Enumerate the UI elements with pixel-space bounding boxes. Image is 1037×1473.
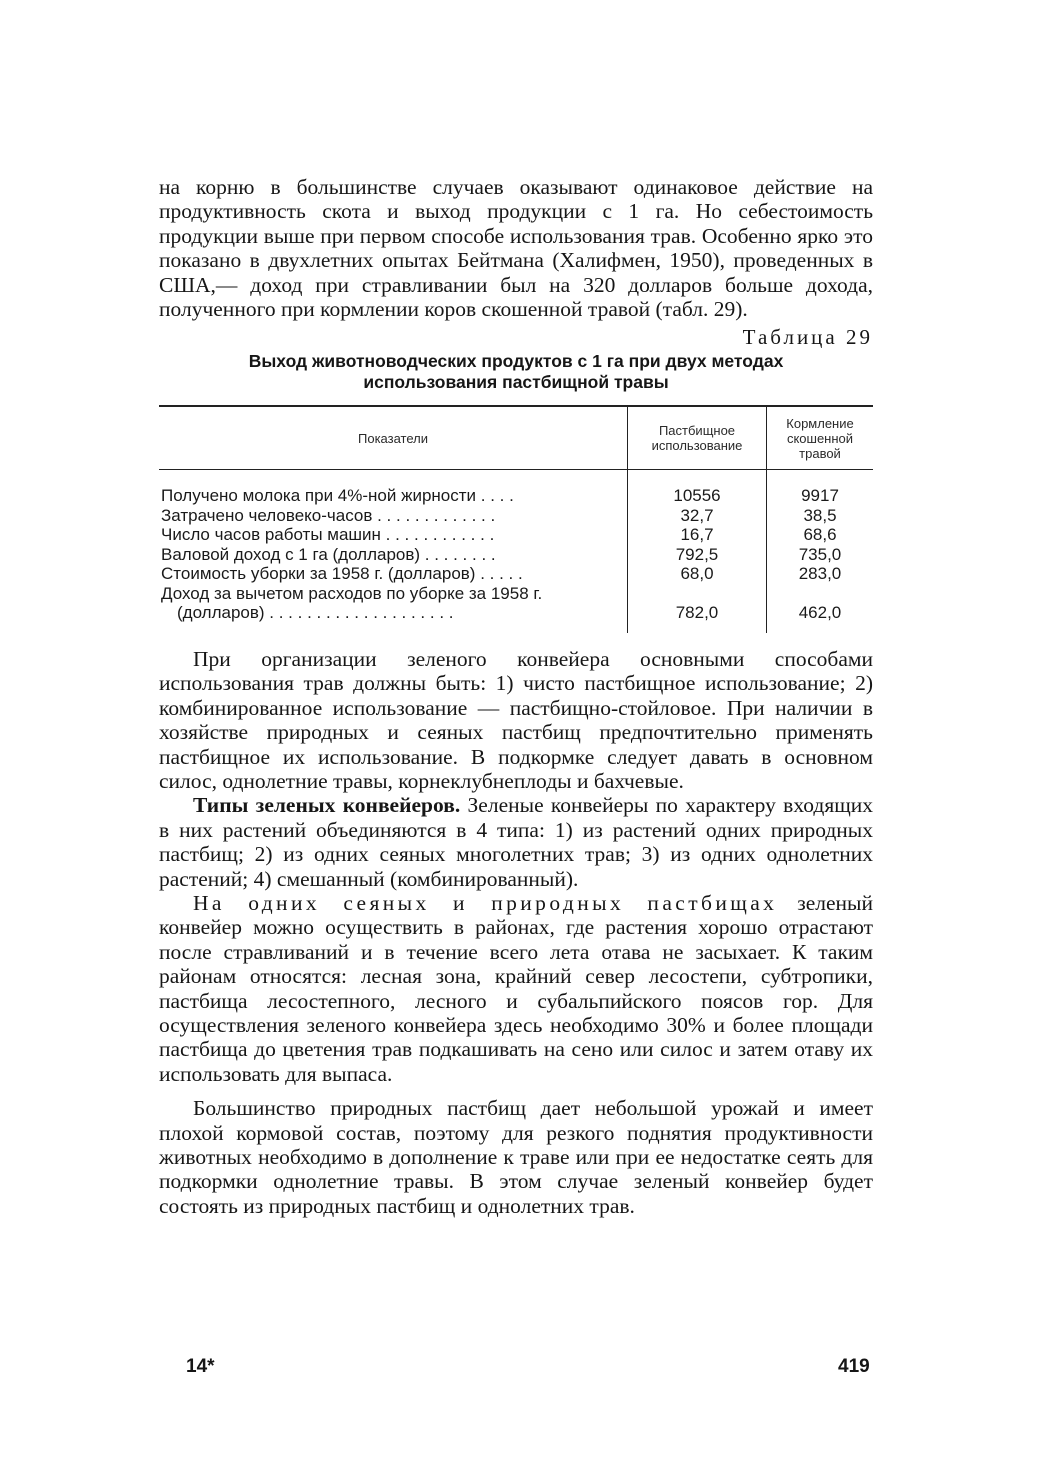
- header-cut-grass-feeding: Кормление скошенной травой: [767, 406, 874, 470]
- paragraph-5: Большинство природных пастбищ дает небольшой урожай и имеет плохой кормовой состав, поэтому для резкого поднятия продуктивности животных необходимо в дополнение к траве или при ее недостатке сеять для подкормки однолетние травы. В этом случае зеленый конвейер будет состоять из природных пастбищ и однолетних трав.: [159, 1096, 873, 1218]
- row-value-cut: 38,5: [767, 506, 874, 526]
- row-value-cut: 9917: [767, 486, 874, 506]
- paragraph-1: на корню в большинстве случаев оказывают одинаковое действие на продуктивность скота и выход продукции с 1 га. Но себестоимость продукции выше при первом способе использования трав. Особенно ярко это показано в двухлетних опытах Бейтмана (Халифмен, 1950), проведенных в США,— доход при стравливании был на 320 долларов больше дохода, полученного при кормлении коров скошенной травой (табл. 29).: [159, 175, 873, 322]
- row-value-pasture: 16,7: [628, 525, 767, 545]
- row-value-cut: 68,6: [767, 525, 874, 545]
- paragraph-3-heading: Типы зеленых конвейеров.: [193, 793, 461, 818]
- table-title: [159, 351, 873, 393]
- header-indicators: Показатели: [159, 406, 628, 470]
- table-spacer-row: [159, 470, 873, 487]
- row-label: Доход за вычетом расходов по уборке за 1958 г.: [161, 583, 543, 603]
- row-value-pasture: 782,0: [628, 603, 767, 633]
- paragraph-4: [159, 891, 873, 1086]
- row-label: Затрачено человеко-часов . . . . . . . . . . . . .: [161, 505, 496, 525]
- paragraph-2: При организации зеленого конвейера основными способами использования трав должны быть: 1) чисто пастбищное использование; 2) комбинированное использование — пастбищно-стойловое. При наличии в хозяйстве природных и сеяных пастбищ предпочтительно применять пастбищное их использование. В подкормке следует давать в основном силос, однолетние травы, корнеклубнеплоды и бахчевые.: [159, 646, 873, 793]
- row-value-cut: 462,0: [767, 603, 874, 633]
- row-label: Получено молока при 4%-ной жирности . . . .: [161, 486, 514, 506]
- table-row: [159, 603, 873, 633]
- yield-table: [159, 405, 873, 633]
- row-value-pasture: 68,0: [628, 564, 767, 584]
- paragraph-4-text: зеленый конвейер можно осуществить в районах, где растения хорошо отрастают после стравливаний и в течение всего лета отава не засыхает. К таким районам относятся: лесная зона, крайний север лесостепи, субтропики, пастбища лесостепного, лесного и субальпийского поясов гор. Для осуществления зеленого конвейера здесь необходимо 30% и более площади пастбища до цветения трав подкашивать на сено или силос и затем отаву их использовать для выпаса.: [159, 891, 873, 1086]
- row-label: Валовой доход с 1 га (долларов) . . . . . . . .: [161, 544, 496, 564]
- row-value-cut: 735,0: [767, 545, 874, 565]
- table-row: [159, 506, 873, 526]
- signature-mark: 14*: [186, 1356, 215, 1377]
- table-row: [159, 525, 873, 545]
- row-value-pasture: 792,5: [628, 545, 767, 565]
- paragraph-3-text: Зеленые конвейеры по характеру входящих в них растений объединяются в 4 типа: 1) из растений одних природных пастбищ; 2) из одних сеяных многолетних трав; 3) из одних однолетних растений; 4) смешанный (комбинированный).: [159, 793, 874, 891]
- page-body: [159, 175, 873, 1218]
- row-value-pasture: 10556: [628, 486, 767, 506]
- header-pasture-use: Пастбищное использование: [628, 406, 767, 470]
- row-label: Стоимость уборки за 1958 г. (долларов) . . . . .: [161, 564, 523, 584]
- row-value-pasture: 32,7: [628, 506, 767, 526]
- row-value-cut: 283,0: [767, 564, 874, 584]
- table-row: [159, 545, 873, 565]
- table-title-line-2: использования пастбищной травы: [363, 372, 669, 393]
- paragraph-4-spaced: На одних сеяных и природных пастбищах: [193, 891, 778, 915]
- table-row: [159, 584, 873, 604]
- page-number: 419: [838, 1356, 870, 1377]
- row-value-cut: [767, 584, 874, 604]
- row-value-pasture: [628, 584, 767, 604]
- row-label: Число часов работы машин . . . . . . . . . . . .: [161, 525, 495, 545]
- table-header-row: [159, 406, 873, 470]
- table-row: [159, 486, 873, 506]
- table-number: Таблица 29: [742, 325, 873, 350]
- row-label: (долларов) . . . . . . . . . . . . . . . . . . . .: [177, 603, 454, 623]
- table-title-line-1: Выход животноводческих продуктов с 1 га при двух методах: [248, 351, 784, 372]
- table-row: [159, 564, 873, 584]
- paragraph-3: [159, 793, 873, 891]
